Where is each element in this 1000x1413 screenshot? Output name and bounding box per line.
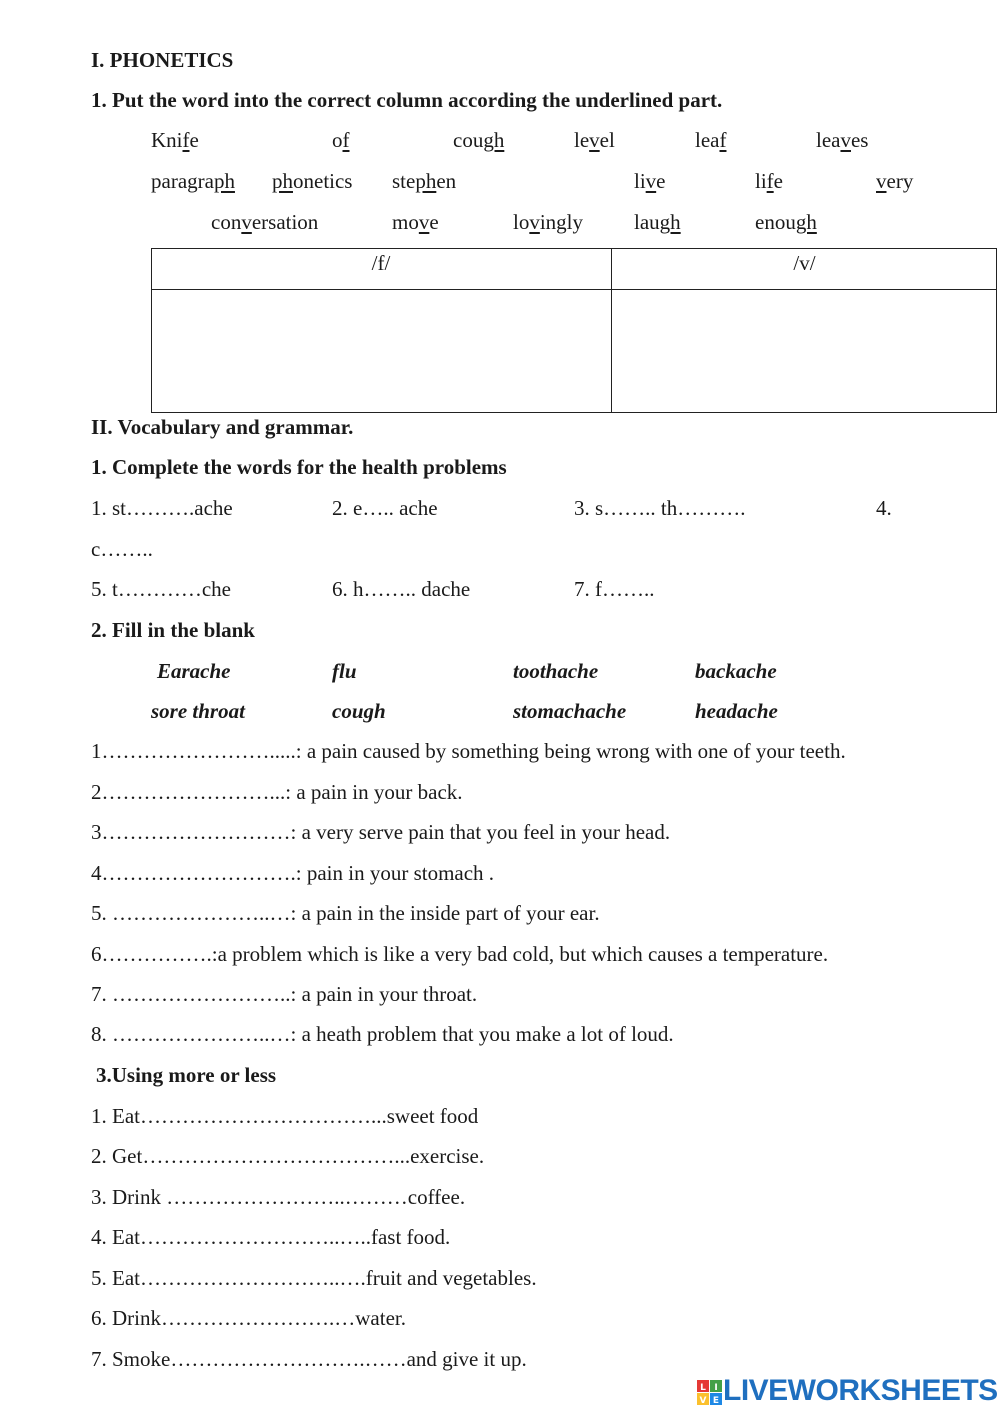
answer-cell-v[interactable] <box>614 291 995 411</box>
word-item: live <box>634 169 666 193</box>
word-bank-item: headache <box>695 699 778 723</box>
word-puzzle-item[interactable]: c…….. <box>91 537 153 561</box>
fill-blank-sentence[interactable]: 2……………………...: a pain in your back. <box>91 780 463 804</box>
section-heading-vocabulary: II. Vocabulary and grammar. <box>91 415 354 439</box>
word-item: phonetics <box>272 169 353 193</box>
word-puzzle-item[interactable]: 5. t…………che <box>91 577 231 601</box>
logo-letter: V <box>699 1396 707 1406</box>
word-item: lovingly <box>513 210 584 234</box>
word-bank-item: flu <box>332 659 357 683</box>
word-bank-item: Earache <box>157 659 231 683</box>
more-less-sentence[interactable]: 1. Eat……………………………...sweet food <box>91 1104 479 1128</box>
word-bank-item: sore throat <box>151 699 245 723</box>
word-item: laugh <box>634 210 681 234</box>
fill-blank-sentence[interactable]: 8. …………………..…: a heath problem that you make a lot of loud. <box>91 1022 674 1046</box>
word-item: Knife <box>151 128 199 152</box>
word-item: enough <box>755 210 817 234</box>
fill-blank-sentence[interactable]: 1…………………….....: a pain caused by something being wrong with one of your teeth. <box>91 739 846 763</box>
task-title-health-problems: 1. Complete the words for the health problems <box>91 455 507 479</box>
more-less-sentence[interactable]: 7. Smoke……………………….……and give it up. <box>91 1347 527 1371</box>
word-puzzle-item[interactable]: 6. h…….. dache <box>332 577 471 601</box>
fill-blank-sentence[interactable]: 7. ……………………..: a pain in your throat. <box>91 982 478 1006</box>
fill-blank-sentence[interactable]: 6…………….:a problem which is like a very bad cold, but which causes a temperature. <box>91 942 829 966</box>
word-item: life <box>755 169 783 193</box>
task-title-fill-blank: 2. Fill in the blank <box>91 618 255 642</box>
logo-letter: I <box>714 1383 718 1393</box>
fill-blank-sentence[interactable]: 3………………………: a very serve pain that you feel in your head. <box>91 820 671 844</box>
word-item: paragraph <box>151 169 235 193</box>
word-item: level <box>574 128 615 152</box>
word-bank-item: cough <box>332 699 386 723</box>
fill-blank-sentence[interactable]: 4……………………….: pain in your stomach . <box>91 861 495 885</box>
word-item: of <box>332 128 350 152</box>
brand-wordmark: LIVEWORKSHEETS <box>723 1374 998 1407</box>
more-less-sentence[interactable]: 5. Eat………………………..….fruit and vegetables. <box>91 1266 537 1290</box>
word-item: very <box>876 169 914 193</box>
answer-cell-f[interactable] <box>153 291 609 411</box>
column-header-f: /f/ <box>371 251 391 275</box>
column-header-v: /v/ <box>793 251 816 275</box>
section-heading-phonetics: I. PHONETICS <box>91 48 234 72</box>
word-puzzle-item[interactable]: 7. f…….. <box>574 577 655 601</box>
table-header-line <box>151 289 997 290</box>
more-less-sentence[interactable]: 2. Get………………………………...exercise. <box>91 1144 485 1168</box>
more-less-sentence[interactable]: 6. Drink…………………….…water. <box>91 1306 406 1330</box>
word-item: leaf <box>695 128 727 152</box>
word-puzzle-item[interactable]: 1. st……….ache <box>91 496 233 520</box>
task-title-more-less: 3.Using more or less <box>96 1063 277 1087</box>
task-title-phonetics: 1. Put the word into the correct column according the underlined part. <box>91 88 723 112</box>
word-bank-item: backache <box>695 659 777 683</box>
word-item: leaves <box>816 128 869 152</box>
word-bank-item: toothache <box>513 659 599 683</box>
more-less-sentence[interactable]: 4. Eat………………………..…..fast food. <box>91 1225 451 1249</box>
word-item: move <box>392 210 439 234</box>
liveworksheets-logo-icon <box>697 1380 723 1406</box>
word-item: conversation <box>211 210 319 234</box>
word-item: stephen <box>392 169 457 193</box>
word-puzzle-item[interactable]: 2. e….. ache <box>332 496 438 520</box>
more-less-sentence[interactable]: 3. Drink ……………………..………coffee. <box>91 1185 466 1209</box>
word-bank-item: stomachache <box>513 699 627 723</box>
word-puzzle-item[interactable]: 4. <box>876 496 892 520</box>
word-item: cough <box>453 128 505 152</box>
fill-blank-sentence[interactable]: 5. …………………..…: a pain in the inside part of your ear. <box>91 901 600 925</box>
word-puzzle-item[interactable]: 3. s…….. th………. <box>574 496 746 520</box>
logo-letter: L <box>700 1383 706 1393</box>
logo-letter: E <box>712 1396 720 1406</box>
